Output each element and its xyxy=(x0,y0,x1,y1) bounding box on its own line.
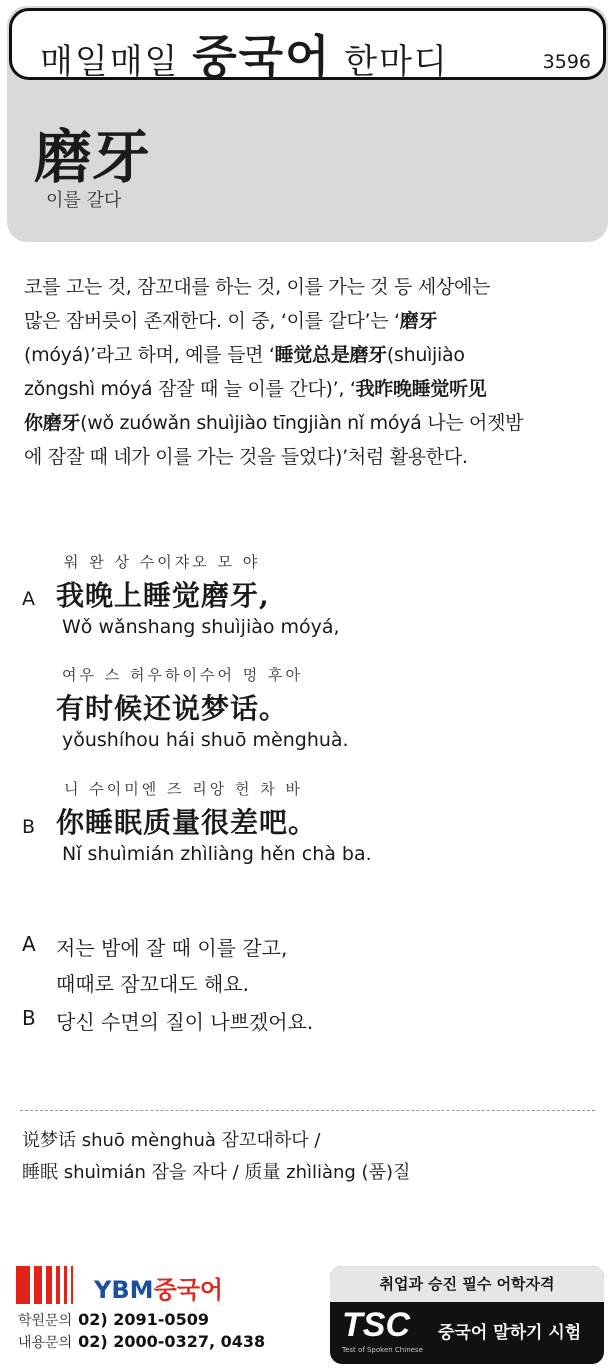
tsc-description: 중국어 말하기 시험 xyxy=(438,1323,582,1343)
contact-label: 학원문의 xyxy=(18,1313,73,1329)
desc-text: zǒngshì móyá 잠잘 때 늘 이를 간다)’, ‘ xyxy=(24,378,356,400)
translation-line: 당신 수면의 질이 나쁘겠어요. xyxy=(56,1010,314,1034)
korean-pronunciation: 여우 스 허우하이수어 멍 후아 xyxy=(62,666,303,684)
vocab-line-2: 睡眠 shuìmián 잠을 자다 / 质量 zhìliàng (품)질 xyxy=(22,1162,411,1183)
desc-text: (móyá)’라고 하며, 예를 들면 ‘ xyxy=(24,344,275,366)
series-title xyxy=(40,21,449,87)
desc-hanzi: 磨牙 xyxy=(399,310,438,332)
tsc-tagline: 취업과 승진 필수 어학자격 xyxy=(330,1266,604,1302)
title-box xyxy=(9,8,606,84)
title-prefix: 매일매일 xyxy=(40,42,193,82)
desc-text: (wǒ zuówǎn shuìjiào tīngjiàn nǐ móyá 나는 어젯밤 xyxy=(80,412,524,434)
episode-number: 3596 xyxy=(542,51,591,73)
title-emphasis: 중국어 xyxy=(192,30,332,84)
desc-line-1: 코를 고는 것, 잠꼬대를 하는 것, 이를 가는 것 등 세상에는 xyxy=(24,276,491,298)
contact-value: 02) 2000-0327, 0438 xyxy=(78,1332,266,1351)
description-paragraph xyxy=(24,270,596,474)
desc-text: 많은 잠버릇이 존재한다. 이 중, ‘이를 갈다’는 ‘ xyxy=(24,310,400,332)
desc-text: (shuìjiào xyxy=(386,344,465,366)
contact-value: 02) 2091-0509 xyxy=(78,1310,209,1329)
desc-line-3 xyxy=(24,338,596,372)
desc-hanzi: 睡觉总是磨牙 xyxy=(274,344,387,366)
desc-line-2 xyxy=(24,304,596,338)
korean-pronunciation: 니 수이미엔 즈 리앙 헌 차 바 xyxy=(64,780,303,798)
translation-speaker-b: B xyxy=(22,1006,36,1030)
speaker-a: A xyxy=(22,588,35,610)
dialogue-hanzi: 有时候还说梦话。 xyxy=(56,692,289,725)
translation-speaker-a: A xyxy=(22,932,36,956)
tsc-banner xyxy=(330,1266,604,1364)
desc-line-6: 에 잠잘 때 네가 이를 가는 것을 들었다)’처럼 활용한다. xyxy=(24,446,468,468)
brand-kr: 중국어 xyxy=(153,1276,224,1304)
desc-hanzi: 我昨晚睡觉听见 xyxy=(355,378,487,400)
contact-label: 내용문의 xyxy=(18,1335,73,1351)
ybm-logo-icon xyxy=(16,1264,90,1306)
translation-line: 때때로 잠꼬대도 해요. xyxy=(56,972,249,996)
word-meaning: 이를 갈다 xyxy=(46,190,122,211)
translation-line: 저는 밤에 잘 때 이를 갈고, xyxy=(56,936,288,960)
tsc-subtitle: Test of Spoken Chinese xyxy=(342,1346,423,1354)
ybm-brand xyxy=(94,1270,223,1305)
vocab-line-1: 说梦话 shuō mènghuà 잠꼬대하다 / xyxy=(22,1130,321,1151)
desc-hanzi: 你磨牙 xyxy=(24,412,81,434)
desc-line-5 xyxy=(24,406,596,440)
contact-content xyxy=(18,1332,265,1352)
dialogue-hanzi: 你睡眠质量很差吧。 xyxy=(56,806,318,839)
desc-line-4 xyxy=(24,372,596,406)
dialogue-hanzi: 我晚上睡觉磨牙, xyxy=(56,579,270,612)
word-hanzi: 磨牙 xyxy=(34,123,151,191)
korean-pronunciation: 워 완 상 수이쟈오 모 야 xyxy=(64,553,261,571)
divider xyxy=(20,1110,595,1111)
brand-en: YBM xyxy=(94,1276,154,1304)
speaker-b: B xyxy=(22,816,36,838)
title-suffix: 한마디 xyxy=(331,42,449,82)
dialogue-pinyin: yǒushíhou hái shuō mènghuà. xyxy=(62,729,349,751)
tsc-logo: TSC xyxy=(342,1306,410,1344)
contact-academy xyxy=(18,1310,209,1330)
dialogue-pinyin: Nǐ shuìmián zhìliàng hěn chà ba. xyxy=(62,843,372,865)
dialogue-pinyin: Wǒ wǎnshang shuìjiào móyá, xyxy=(62,616,340,638)
